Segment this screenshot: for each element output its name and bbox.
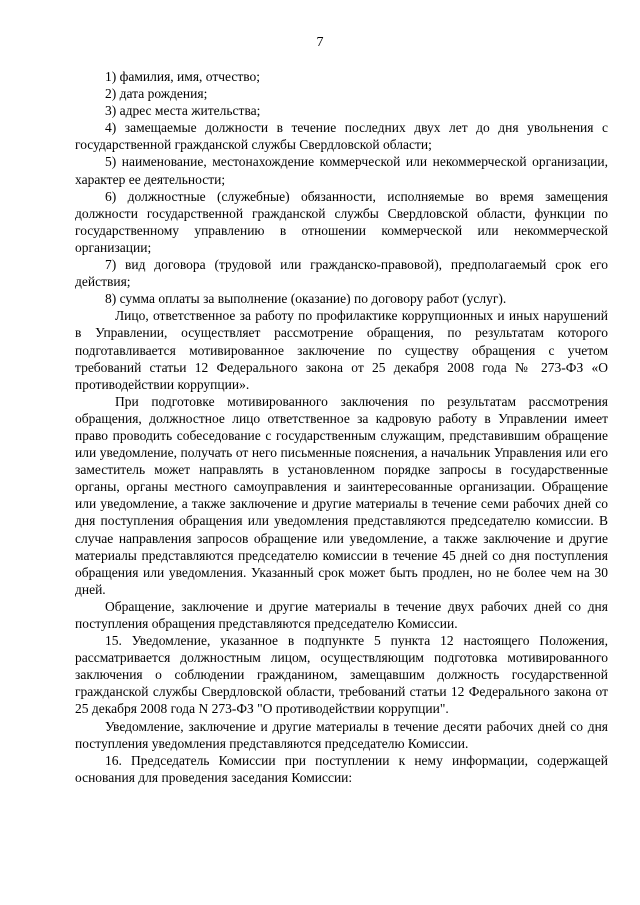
paragraph: Лицо, ответственное за работу по профилактике коррупционных и иных нарушений в Управлении, осуществляет рассмотрение обращения, по результатам которого подготавливается мотивированное заключение по существу обращения с учетом требований статьи 12 Федерального закона от 25 декабря 2008 года № 273-ФЗ «О противодействии коррупции». <box>75 308 608 392</box>
list-item: 2) дата рождения; <box>105 86 208 102</box>
list-item: 1) фамилия, имя, отчество; <box>105 69 261 84</box>
page-number: 7 <box>316 35 324 50</box>
list-item: 8) сумма оплаты за выполнение (оказание) по договору работ (услуг). <box>105 291 507 307</box>
paragraph: 16. Председатель Комиссии при поступлении к нему информации, содержащей основания для проведения заседания Комиссии: <box>75 752 608 785</box>
paragraph: Обращение, заключение и другие материалы в течение двух рабочих дней со дня поступления обращения представляются председателю Комиссии. <box>75 598 608 631</box>
paragraph: При подготовке мотивированного заключения по результатам рассмотрения обращения, должностное лицо ответственное за кадровую работу в Управлении имеет право проводить собеседование с государственным служащим, представившим обращение или уведомление, получать от него письменные пояснения, а начальник Управления или его заместитель может направлять в установленном порядке запросы в государственные органы, органы местного самоуправления и заинтересованные организации. Обращение или уведомление, а также заключение и другие материалы в течение семи рабочих дней со дня поступления обращения или уведомления представляются председателю комиссии. В случае направления запросов обращение или уведомление, а также заключение и другие материалы представляются председателю комиссии в течение 45 дней со дня поступления обращения или уведомления. Указанный срок может быть продлен, но не более чем на 30 дней. <box>75 393 608 597</box>
list-item: 6) должностные (служебные) обязанности, исполняемые во время замещения должности государственной гражданской службы Свердловской области, функции по государственному управлению в отношении коммерческой или некоммерческой организации; <box>75 188 608 255</box>
paragraph: 15. Уведомление, указанное в подпункте 5 пункта 12 настоящего Положения, рассматривается должностным лицом, осуществляющим подготовка мотивированного заключения о соблюдении гражданином, замещавшим должность государственной гражданской службы Свердловской области, требований статьи 12 Федерального закона от 25 декабря 2008 года N 273-ФЗ "О противодействии коррупции". <box>75 633 608 717</box>
list-item: 7) вид договора (трудовой или гражданско-правовой), предполагаемый срок его действия; <box>75 257 608 290</box>
list-item: 5) наименование, местонахождение коммерческой или некоммерческой организации, характер ее деятельности; <box>75 154 608 187</box>
document-body <box>75 68 608 786</box>
list-item: 4) замещаемые должности в течение последних двух лет до дня увольнения с государственной гражданской службы Свердловской области; <box>75 120 608 153</box>
list-item: 3) адрес места жительства; <box>105 103 261 119</box>
paragraph: Уведомление, заключение и другие материалы в течение десяти рабочих дней со дня поступления уведомления представляются председателю Комиссии. <box>75 718 608 751</box>
